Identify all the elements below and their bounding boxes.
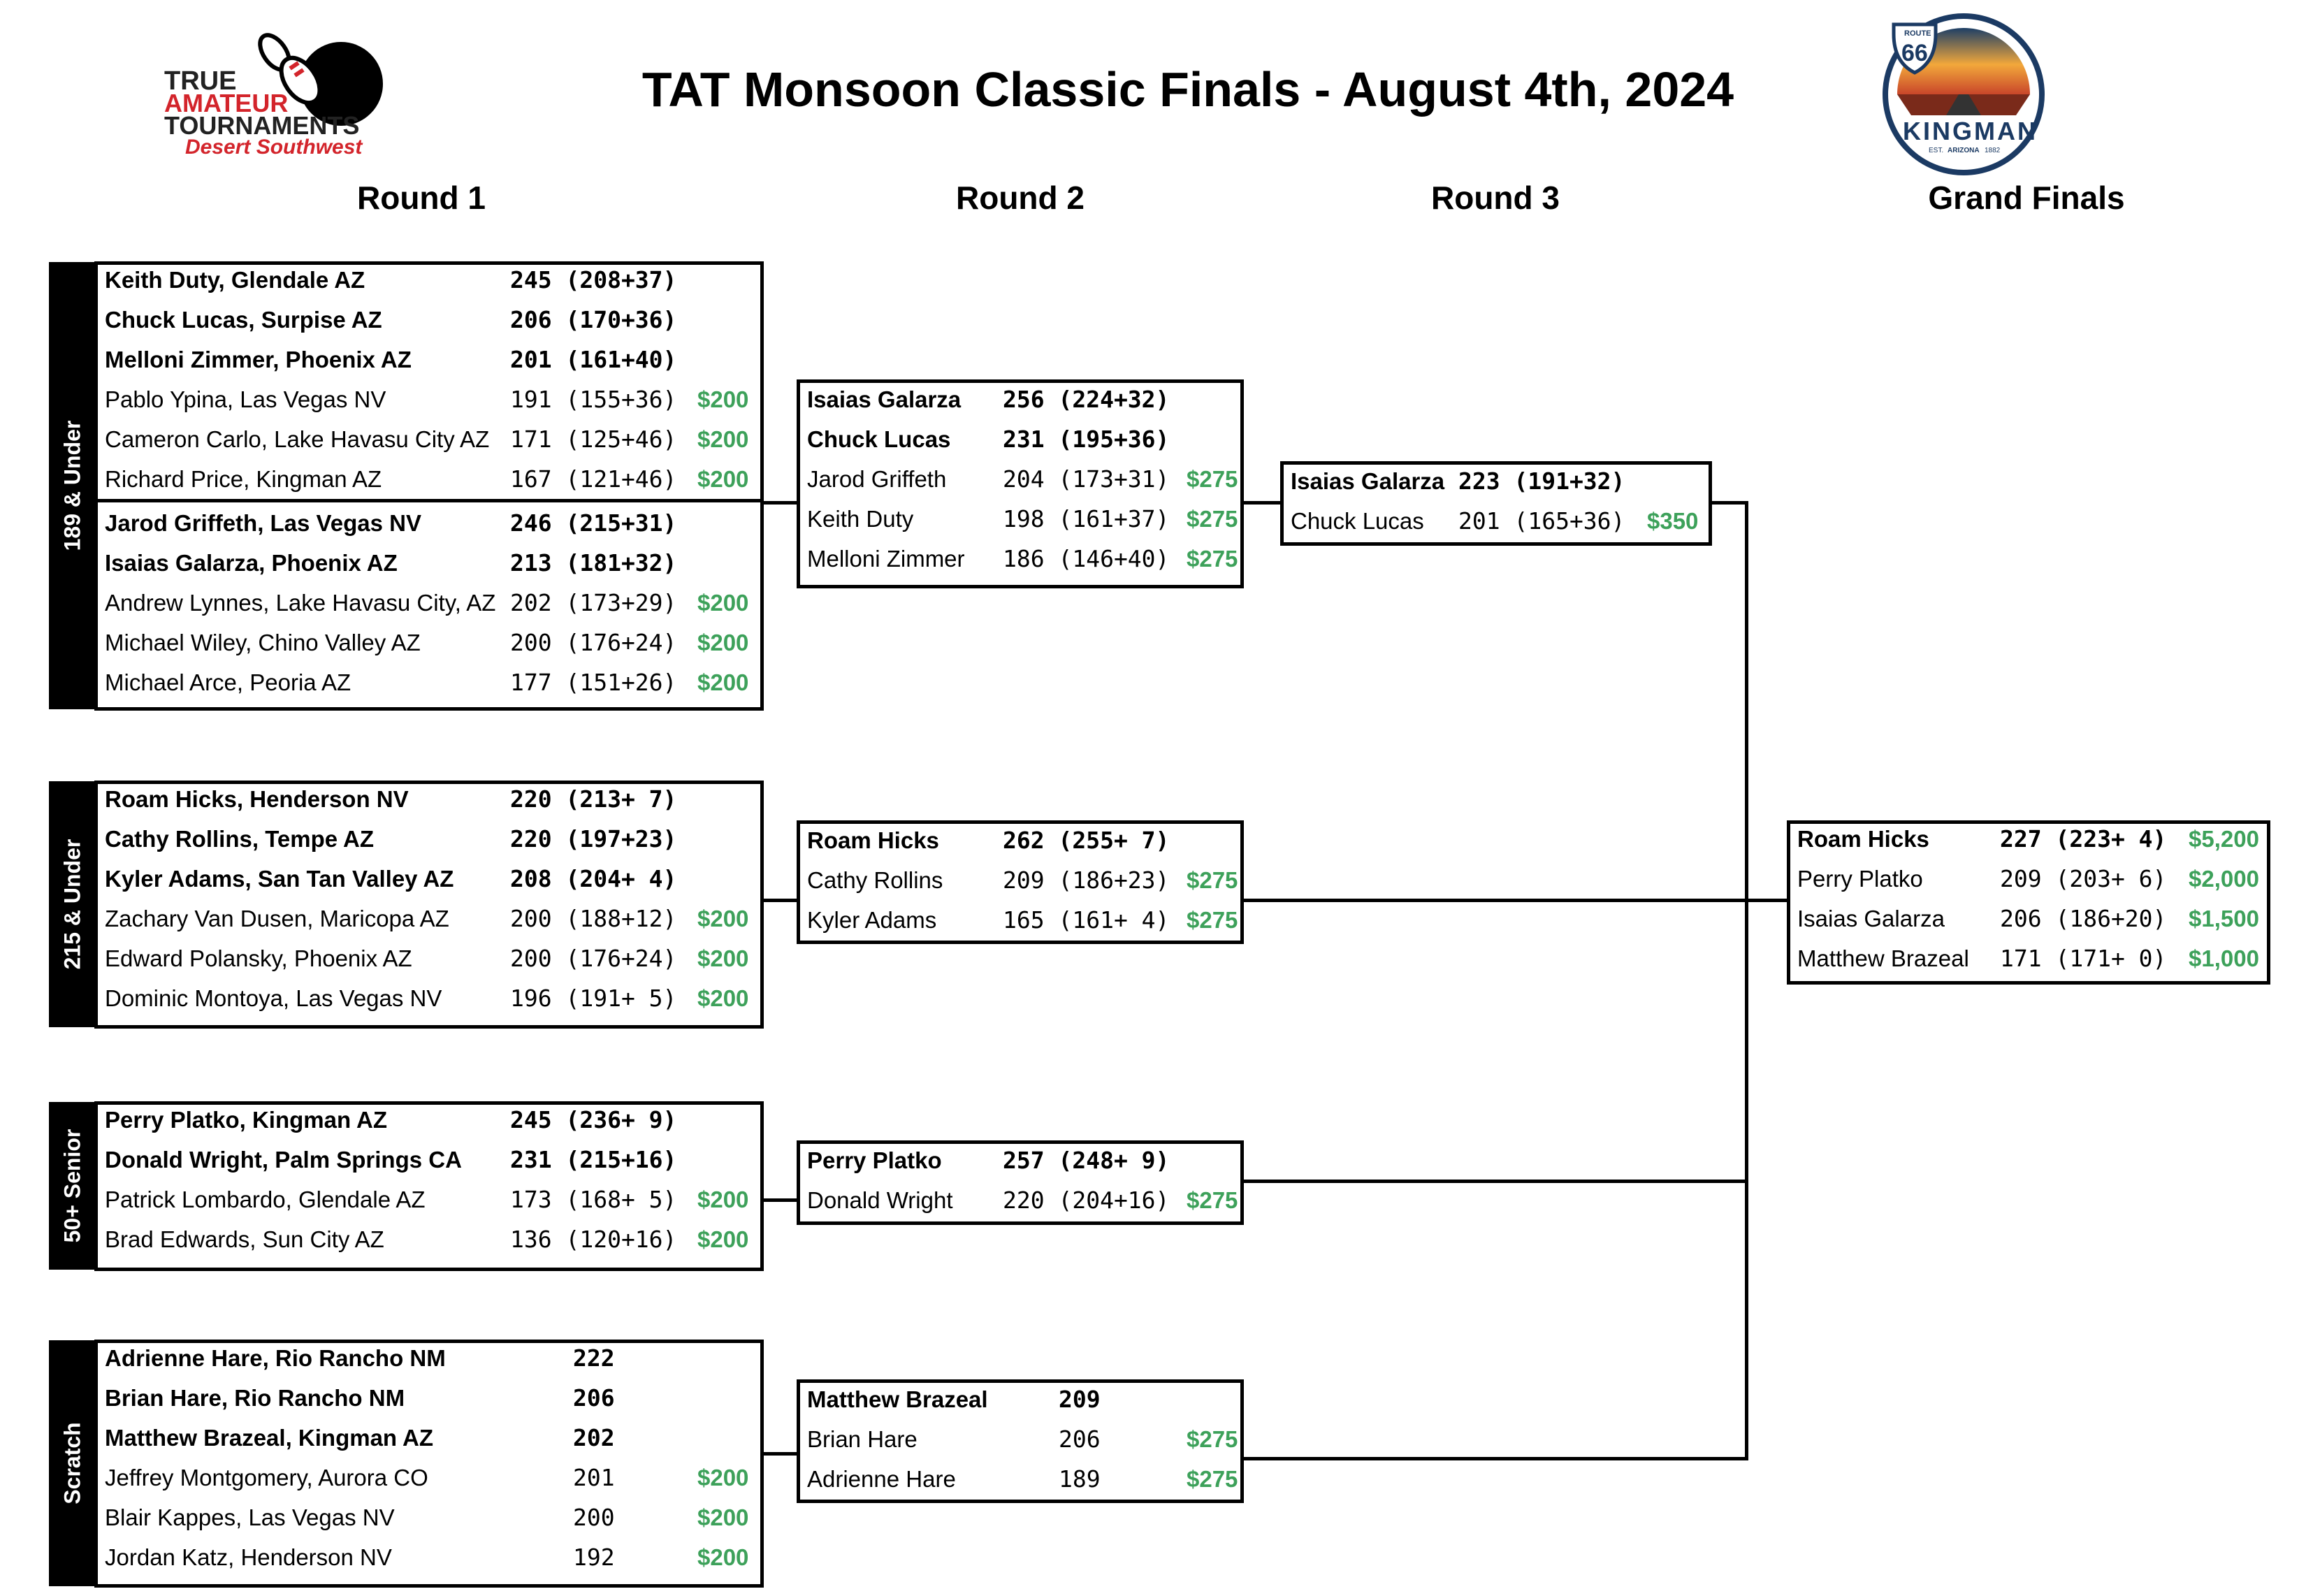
player-score: 192 bbox=[573, 1544, 615, 1571]
connector-line bbox=[764, 501, 797, 505]
bracket-row bbox=[800, 1380, 1240, 1419]
player-name: Pablo Ypina, Las Vegas NV bbox=[105, 386, 386, 412]
prize-amount: $275 bbox=[1187, 1466, 1238, 1492]
player-score: 191 (155+36) bbox=[510, 386, 677, 413]
player-score: 200 (188+12) bbox=[510, 905, 677, 932]
player-score: 196 (191+ 5) bbox=[510, 985, 677, 1012]
bracket-row bbox=[98, 1379, 760, 1418]
prize-amount: $200 bbox=[697, 590, 749, 616]
bracket-row bbox=[1790, 859, 2267, 899]
player-name: Matthew Brazeal, Kingman AZ bbox=[105, 1425, 434, 1451]
prize-amount: $5,200 bbox=[2189, 826, 2259, 852]
player-score: 177 (151+26) bbox=[510, 669, 677, 696]
player-name: Chuck Lucas bbox=[1291, 508, 1424, 534]
logo-line-true: TRUE bbox=[164, 66, 237, 96]
player-score: 246 (215+31) bbox=[510, 509, 677, 537]
bracket-row bbox=[800, 901, 1240, 940]
r1-box-189 bbox=[94, 261, 764, 711]
player-score: 186 (146+40) bbox=[1003, 545, 1170, 572]
r1-box-scratch bbox=[94, 1340, 764, 1588]
bracket-row bbox=[98, 380, 760, 419]
connector-line bbox=[764, 1452, 797, 1456]
logo-line-amateur: AMATEUR bbox=[164, 89, 289, 117]
player-name: Isaias Galarza bbox=[1797, 906, 1945, 931]
player-score: 222 bbox=[573, 1344, 615, 1372]
player-score: 220 (197+23) bbox=[510, 825, 677, 853]
connector-line bbox=[1244, 899, 1748, 902]
connector-line bbox=[1244, 1457, 1748, 1460]
prize-amount: $275 bbox=[1187, 506, 1238, 532]
prize-amount: $200 bbox=[697, 466, 749, 492]
svg-text:EST.: EST. bbox=[1929, 147, 1944, 154]
connector-line bbox=[1745, 501, 1748, 1460]
player-name: Keith Duty, Glendale AZ bbox=[105, 267, 365, 293]
bracket-row bbox=[1284, 502, 1709, 541]
bracket-row bbox=[98, 859, 760, 899]
prize-amount: $1,000 bbox=[2189, 945, 2259, 971]
player-score: 201 (161+40) bbox=[510, 346, 677, 373]
player-score: 167 (121+46) bbox=[510, 465, 677, 493]
player-score: 256 (224+32) bbox=[1003, 386, 1170, 413]
logo-line-region: Desert Southwest bbox=[185, 136, 363, 159]
logo-line-tournaments: TOURNAMENTS bbox=[164, 111, 360, 140]
kingman-logo bbox=[1876, 10, 2051, 178]
bracket-row bbox=[800, 1141, 1240, 1180]
prize-amount: $200 bbox=[697, 906, 749, 931]
division-label: 215 & Under bbox=[49, 781, 96, 1027]
grand-finals-header: Grand Finals bbox=[1928, 180, 2125, 216]
bracket-row bbox=[800, 861, 1240, 900]
player-score: 200 (176+24) bbox=[510, 629, 677, 656]
player-name: Perry Platko bbox=[807, 1147, 942, 1173]
player-name: Melloni Zimmer, Phoenix AZ bbox=[105, 347, 412, 372]
prize-amount: $275 bbox=[1187, 907, 1238, 933]
player-score: 200 (176+24) bbox=[510, 945, 677, 972]
player-name: Cameron Carlo, Lake Havasu City AZ bbox=[105, 426, 490, 452]
prize-amount: $350 bbox=[1647, 508, 1699, 534]
player-score: 201 (165+36) bbox=[1458, 507, 1625, 535]
player-name: Brian Hare bbox=[807, 1426, 918, 1452]
player-score: 231 (215+16) bbox=[510, 1146, 677, 1173]
bracket-row bbox=[98, 1498, 760, 1537]
player-score: 209 bbox=[1059, 1386, 1101, 1413]
bracket-row bbox=[98, 460, 760, 499]
player-name: Chuck Lucas, Surpise AZ bbox=[105, 307, 382, 333]
player-name: Melloni Zimmer bbox=[807, 546, 965, 572]
player-name: Patrick Lombardo, Glendale AZ bbox=[105, 1187, 426, 1212]
bracket-row bbox=[1790, 820, 2267, 859]
player-score: 223 (191+32) bbox=[1458, 467, 1625, 495]
player-name: Kyler Adams bbox=[807, 907, 937, 933]
bracket-row bbox=[98, 1339, 760, 1378]
bracket-row bbox=[98, 623, 760, 662]
player-score: 208 (204+ 4) bbox=[510, 865, 677, 892]
player-score: 165 (161+ 4) bbox=[1003, 906, 1170, 934]
bracket-row bbox=[98, 780, 760, 819]
bracket-row bbox=[98, 420, 760, 459]
player-name: Jordan Katz, Henderson NV bbox=[105, 1544, 392, 1570]
player-name: Roam Hicks, Henderson NV bbox=[105, 786, 409, 812]
r2-box-2 bbox=[797, 820, 1244, 944]
connector-line bbox=[764, 899, 797, 902]
player-score: 200 bbox=[573, 1504, 615, 1531]
page-title: TAT Monsoon Classic Finals - August 4th, 2024 bbox=[641, 62, 1734, 117]
prize-amount: $275 bbox=[1187, 546, 1238, 572]
player-name: Brian Hare, Rio Rancho NM bbox=[105, 1385, 405, 1411]
bracket-row bbox=[98, 1180, 760, 1219]
prize-amount: $200 bbox=[697, 630, 749, 655]
player-score: 262 (255+ 7) bbox=[1003, 827, 1170, 854]
bracket-row bbox=[98, 1419, 760, 1458]
svg-text:ARIZONA: ARIZONA bbox=[1948, 147, 1980, 154]
bracket-row bbox=[98, 1538, 760, 1577]
player-name: Isaias Galarza, Phoenix AZ bbox=[105, 550, 398, 576]
player-score: 206 (170+36) bbox=[510, 306, 677, 333]
player-name: Jeffrey Montgomery, Aurora CO bbox=[105, 1465, 428, 1490]
bracket-row bbox=[98, 820, 760, 859]
svg-text:66: 66 bbox=[1901, 40, 1928, 66]
bracket-row bbox=[800, 420, 1240, 459]
bracket-row bbox=[98, 504, 760, 543]
connector-line bbox=[1244, 501, 1280, 505]
bracket-row bbox=[98, 663, 760, 702]
player-name: Andrew Lynnes, Lake Havasu City, AZ bbox=[105, 590, 496, 616]
player-name: Cathy Rollins bbox=[807, 867, 943, 893]
r3-box bbox=[1280, 461, 1712, 546]
bracket-row bbox=[800, 1420, 1240, 1459]
svg-text:1882: 1882 bbox=[1985, 147, 2001, 154]
player-name: Donald Wright, Palm Springs CA bbox=[105, 1147, 462, 1173]
player-name: Perry Platko bbox=[1797, 866, 1923, 892]
player-score: 220 (213+ 7) bbox=[510, 785, 677, 813]
player-score: 227 (223+ 4) bbox=[2000, 825, 2167, 853]
player-name: Blair Kappes, Las Vegas NV bbox=[105, 1504, 395, 1530]
prize-amount: $200 bbox=[697, 1187, 749, 1212]
bracket-row bbox=[800, 539, 1240, 579]
player-name: Perry Platko, Kingman AZ bbox=[105, 1107, 388, 1133]
prize-amount: $1,500 bbox=[2189, 906, 2259, 931]
player-score: 171 (171+ 0) bbox=[2000, 945, 2167, 972]
player-name: Isaias Galarza bbox=[807, 386, 962, 412]
prize-amount: $200 bbox=[697, 1465, 749, 1490]
player-name: Michael Arce, Peoria AZ bbox=[105, 669, 351, 695]
prize-amount: $200 bbox=[697, 1504, 749, 1530]
bracket-row bbox=[800, 1181, 1240, 1220]
bracket-row bbox=[800, 821, 1240, 860]
player-score: 206 bbox=[573, 1384, 615, 1412]
player-score: 189 bbox=[1059, 1465, 1101, 1493]
prize-amount: $275 bbox=[1187, 1426, 1238, 1452]
player-name: Donald Wright bbox=[807, 1187, 953, 1213]
player-score: 231 (195+36) bbox=[1003, 426, 1170, 453]
prize-amount: $200 bbox=[697, 386, 749, 412]
player-score: 245 (208+37) bbox=[510, 266, 677, 293]
player-name: Adrienne Hare bbox=[807, 1466, 956, 1492]
connector-line bbox=[1745, 899, 1787, 902]
player-name: Chuck Lucas bbox=[807, 426, 951, 452]
player-name: Keith Duty bbox=[807, 506, 914, 532]
player-name: Kyler Adams, San Tan Valley AZ bbox=[105, 866, 454, 892]
r2-box-4 bbox=[797, 1379, 1244, 1503]
connector-line bbox=[1712, 501, 1748, 505]
player-name: Brad Edwards, Sun City AZ bbox=[105, 1226, 384, 1252]
player-name: Roam Hicks bbox=[807, 827, 939, 853]
player-score: 173 (168+ 5) bbox=[510, 1186, 677, 1213]
division-label: 189 & Under bbox=[49, 262, 96, 709]
player-name: Dominic Montoya, Las Vegas NV bbox=[105, 985, 442, 1011]
player-score: 213 (181+32) bbox=[510, 549, 677, 576]
prize-amount: $200 bbox=[697, 426, 749, 452]
bracket-row bbox=[98, 1220, 760, 1259]
bracket-row bbox=[98, 979, 760, 1018]
player-score: 201 bbox=[573, 1464, 615, 1491]
round-1-header: Round 1 bbox=[357, 180, 486, 216]
round-2-header: Round 2 bbox=[956, 180, 1085, 216]
player-name: Adrienne Hare, Rio Rancho NM bbox=[105, 1345, 446, 1371]
player-name: Matthew Brazeal bbox=[1797, 945, 1969, 971]
prize-amount: $200 bbox=[697, 985, 749, 1011]
bracket-row bbox=[98, 261, 760, 300]
player-score: 198 (161+37) bbox=[1003, 505, 1170, 532]
bracket-row bbox=[98, 340, 760, 379]
tat-logo bbox=[161, 14, 398, 161]
svg-text:ROUTE: ROUTE bbox=[1904, 29, 1931, 38]
player-score: 209 (203+ 6) bbox=[2000, 865, 2167, 892]
round-3-header: Round 3 bbox=[1431, 180, 1560, 216]
bracket-row bbox=[1790, 939, 2267, 978]
bracket-row bbox=[98, 939, 760, 978]
prize-amount: $200 bbox=[697, 945, 749, 971]
r1-box-215 bbox=[94, 781, 764, 1029]
player-score: 202 (173+29) bbox=[510, 589, 677, 616]
player-score: 206 bbox=[1059, 1425, 1101, 1453]
bracket-row bbox=[98, 583, 760, 623]
prize-amount: $2,000 bbox=[2189, 866, 2259, 892]
division-label: Scratch bbox=[49, 1340, 96, 1586]
player-name: Cathy Rollins, Tempe AZ bbox=[105, 826, 375, 852]
player-score: 206 (186+20) bbox=[2000, 905, 2167, 932]
prize-amount: $200 bbox=[697, 1226, 749, 1252]
prize-amount: $200 bbox=[697, 669, 749, 695]
connector-line bbox=[1244, 1180, 1748, 1183]
player-name: Roam Hicks bbox=[1797, 826, 1929, 852]
player-score: 171 (125+46) bbox=[510, 426, 677, 453]
bracket-row bbox=[98, 1458, 760, 1497]
bracket-row bbox=[1284, 462, 1709, 501]
player-name: Richard Price, Kingman AZ bbox=[105, 466, 382, 492]
bracket-row bbox=[800, 460, 1240, 499]
bracket-row bbox=[98, 300, 760, 340]
player-score: 257 (248+ 9) bbox=[1003, 1147, 1170, 1174]
player-name: Matthew Brazeal bbox=[807, 1386, 988, 1412]
prize-amount: $200 bbox=[697, 1544, 749, 1570]
player-name: Jarod Griffeth, Las Vegas NV bbox=[105, 510, 421, 536]
bracket-row bbox=[800, 1460, 1240, 1499]
prize-amount: $275 bbox=[1187, 867, 1238, 893]
group-divider bbox=[98, 499, 760, 502]
connector-line bbox=[764, 1198, 797, 1202]
player-score: 136 (120+16) bbox=[510, 1226, 677, 1253]
player-score: 202 bbox=[573, 1424, 615, 1451]
r2-box-1 bbox=[797, 379, 1244, 588]
bracket-row bbox=[800, 500, 1240, 539]
player-name: Jarod Griffeth bbox=[807, 466, 947, 492]
r1-box-senior bbox=[94, 1101, 764, 1271]
division-label: 50+ Senior bbox=[49, 1102, 96, 1270]
player-score: 209 (186+23) bbox=[1003, 866, 1170, 894]
player-score: 245 (236+ 9) bbox=[510, 1106, 677, 1133]
bracket-row bbox=[98, 1101, 760, 1140]
player-name: Michael Wiley, Chino Valley AZ bbox=[105, 630, 421, 655]
player-name: Isaias Galarza bbox=[1291, 468, 1445, 494]
kingman-wordmark: KINGMAN bbox=[1903, 117, 2038, 145]
player-name: Zachary Van Dusen, Maricopa AZ bbox=[105, 906, 449, 931]
player-score: 220 (204+16) bbox=[1003, 1187, 1170, 1214]
r2-box-3 bbox=[797, 1140, 1244, 1225]
bracket-row bbox=[800, 380, 1240, 419]
player-score: 204 (173+31) bbox=[1003, 465, 1170, 493]
player-name: Edward Polansky, Phoenix AZ bbox=[105, 945, 412, 971]
bracket-row bbox=[1790, 899, 2267, 938]
bracket-row bbox=[98, 899, 760, 938]
prize-amount: $275 bbox=[1187, 466, 1238, 492]
finals-box bbox=[1787, 820, 2270, 985]
prize-amount: $275 bbox=[1187, 1187, 1238, 1213]
bracket-row bbox=[98, 544, 760, 583]
bracket-row bbox=[98, 1140, 760, 1180]
